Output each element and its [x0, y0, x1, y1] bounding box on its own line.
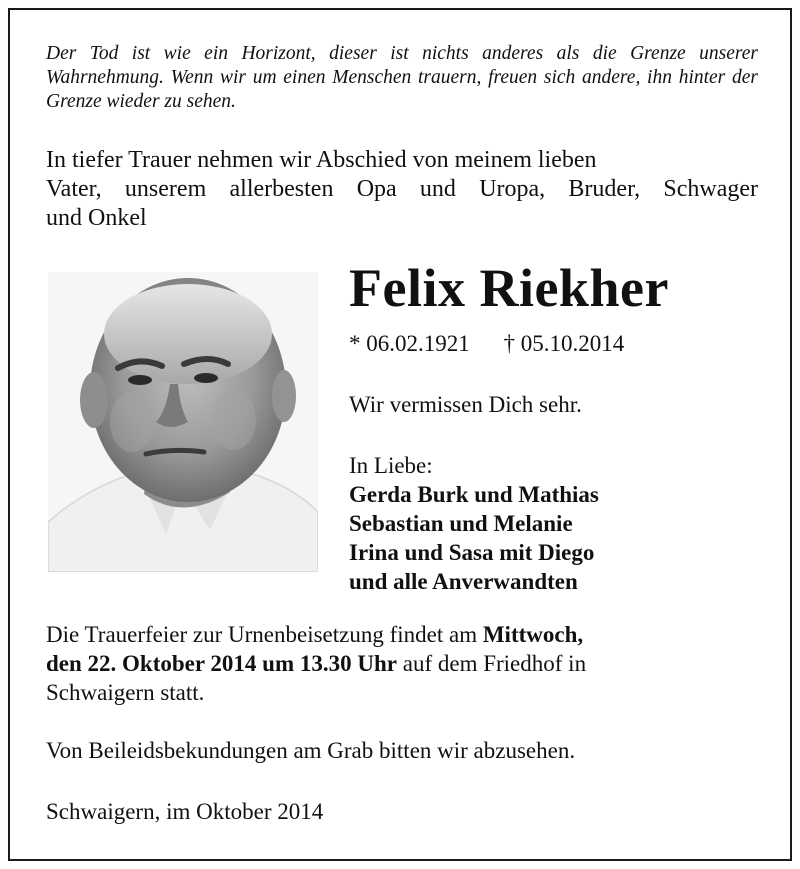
intro-line: Vater, unserem allerbesten Opa und Uropa, Bruder, Schwager — [46, 176, 758, 202]
condolences-note: Von Beileidsbekundungen am Grab bitten wir abzusehen. — [46, 738, 576, 763]
miss-text: Wir vermissen Dich sehr. — [349, 392, 582, 417]
ceremony-text: auf dem Friedhof in — [397, 651, 587, 676]
ceremony-day: Mittwoch, — [482, 622, 584, 647]
ceremony-text: Schwaigern statt. — [46, 680, 205, 705]
ceremony-text: Die Trauerfeier zur Urnenbeisetzung findet am — [46, 622, 483, 647]
mourner-line: Gerda Burk und Mathias — [349, 482, 599, 507]
mourners-block — [349, 451, 599, 596]
ceremony-info — [46, 620, 746, 707]
intro-text — [46, 146, 758, 233]
memorial-quote: Der Tod ist wie ein Horizont, dieser ist nichts anderes als die Grenze unserer Wahrnehmung. Wenn wir um einen Menschen trauern, freuen sich andere, ihn hinter der Grenze wieder zu sehen. — [46, 43, 758, 112]
place-date: Schwaigern, im Oktober 2014 — [46, 799, 324, 824]
ceremony-datetime: den 22. Oktober 2014 um 13.30 Uhr — [46, 651, 397, 676]
mourner-line: Irina und Sasa mit Diego — [349, 540, 595, 565]
life-dates — [349, 330, 624, 358]
birth-date: * 06.02.1921 — [349, 331, 470, 356]
portrait-photo — [48, 272, 318, 572]
deceased-name: Felix Riekher — [349, 258, 669, 318]
intro-line: und Onkel — [46, 205, 147, 231]
in-love-label: In Liebe: — [349, 453, 433, 478]
death-date: † 05.10.2014 — [503, 331, 625, 356]
mourner-line: und alle Anverwandten — [349, 569, 578, 594]
mourner-line: Sebastian und Melanie — [349, 511, 573, 536]
intro-line: In tiefer Trauer nehmen wir Abschied von meinem lieben — [46, 147, 597, 173]
